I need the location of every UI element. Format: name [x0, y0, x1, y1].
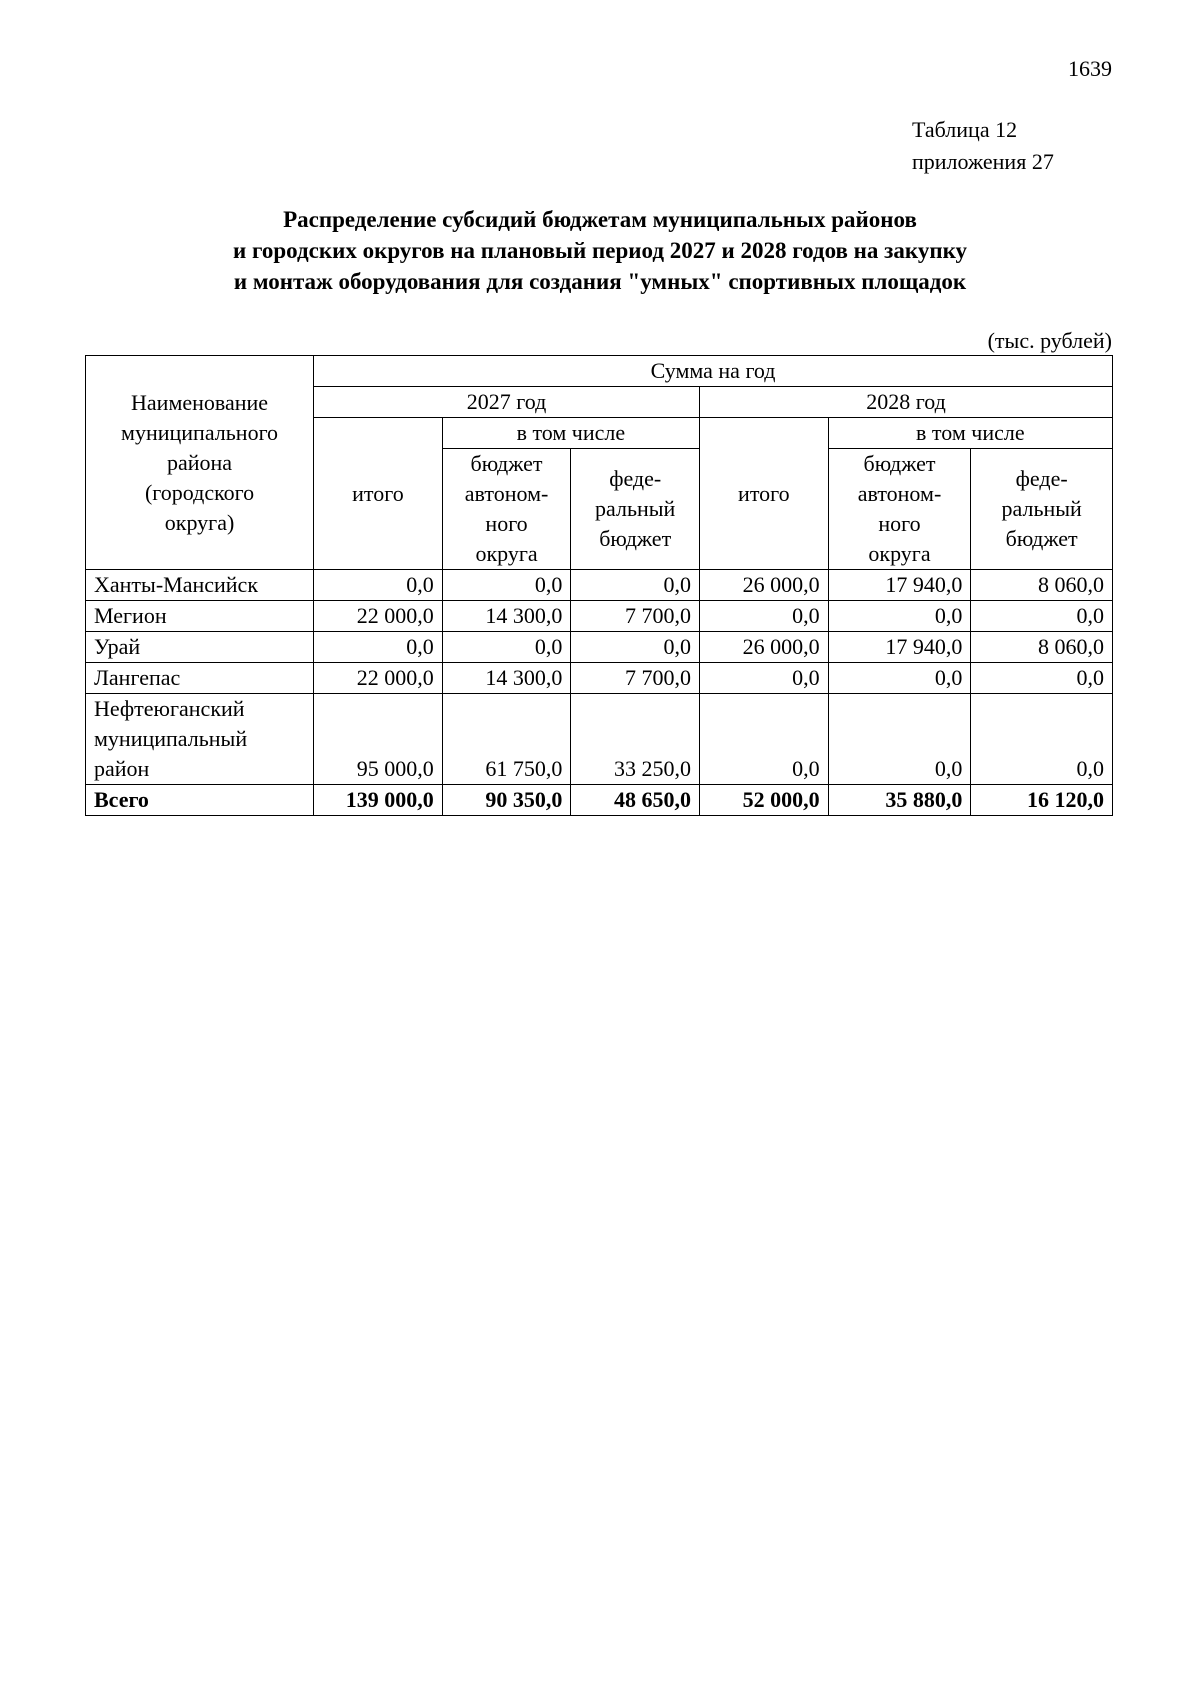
document-title-line-1: Распределение субсидий бюджетам муниципальных районов — [283, 207, 917, 232]
header-municipality-name: Наименование муниципального района (городского округа) — [86, 356, 314, 570]
total-2028-federal-budget: 16 120,0 — [971, 785, 1113, 816]
cell-2027-okrug-budget: 14 300,0 — [442, 663, 571, 694]
row-name: Ханты-Мансийск — [86, 570, 314, 601]
cell-2027-okrug-budget: 0,0 — [442, 632, 571, 663]
row-name: Лангепас — [86, 663, 314, 694]
cell-2027-federal-budget: 33 250,0 — [571, 694, 700, 785]
subsidy-table — [85, 355, 1113, 816]
table-row — [86, 601, 1113, 632]
header-sum-per-year: Сумма на год — [314, 356, 1113, 387]
document-title — [100, 204, 1100, 297]
document-title-line-2: и городских округов на плановый период 2027 и 2028 годов на закупку — [232, 238, 968, 263]
cell-2027-federal-budget: 7 700,0 — [571, 601, 700, 632]
cell-2027-okrug-budget: 61 750,0 — [442, 694, 571, 785]
cell-2027-total: 0,0 — [314, 570, 443, 601]
cell-2027-total: 0,0 — [314, 632, 443, 663]
page-number: 1639 — [1068, 56, 1112, 81]
row-name: Мегион — [86, 601, 314, 632]
header-year-2028: 2028 год — [700, 387, 1113, 418]
header-2028-federal-budget: феде- ральный бюджет — [971, 449, 1113, 570]
total-2027-okrug-budget: 90 350,0 — [442, 785, 571, 816]
total-2028-total: 52 000,0 — [700, 785, 829, 816]
header-2028-total: итого — [700, 418, 829, 570]
header-2028-okrug-budget: бюджет автоном- ного округа — [828, 449, 971, 570]
total-2028-okrug-budget: 35 880,0 — [828, 785, 971, 816]
cell-2027-total: 22 000,0 — [314, 601, 443, 632]
cell-2027-federal-budget: 0,0 — [571, 632, 700, 663]
cell-2028-total: 0,0 — [700, 601, 829, 632]
table-row — [86, 570, 1113, 601]
cell-2028-federal-budget: 8 060,0 — [971, 570, 1113, 601]
row-name: Нефтеюганский муниципальный район — [86, 694, 314, 785]
header-2027-total: итого — [314, 418, 443, 570]
table-row — [86, 694, 1113, 785]
cell-2028-total: 26 000,0 — [700, 632, 829, 663]
cell-2028-okrug-budget: 17 940,0 — [828, 632, 971, 663]
table-row — [86, 632, 1113, 663]
cell-2028-okrug-budget: 0,0 — [828, 663, 971, 694]
header-year-2027: 2027 год — [314, 387, 700, 418]
total-row — [86, 785, 1113, 816]
cell-2028-okrug-budget: 0,0 — [828, 694, 971, 785]
row-name: Урай — [86, 632, 314, 663]
cell-2028-total: 0,0 — [700, 663, 829, 694]
total-row-label: Всего — [86, 785, 314, 816]
cell-2027-total: 95 000,0 — [314, 694, 443, 785]
header-2027-including: в том числе — [442, 418, 699, 449]
header-2028-including: в том числе — [828, 418, 1112, 449]
table-row — [86, 663, 1113, 694]
cell-2027-okrug-budget: 14 300,0 — [442, 601, 571, 632]
total-2027-total: 139 000,0 — [314, 785, 443, 816]
cell-2028-total: 26 000,0 — [700, 570, 829, 601]
cell-2028-okrug-budget: 17 940,0 — [828, 570, 971, 601]
header-2027-federal-budget: феде- ральный бюджет — [571, 449, 700, 570]
cell-2027-okrug-budget: 0,0 — [442, 570, 571, 601]
table-reference-line-1: Таблица 12 — [912, 117, 1018, 142]
document-title-line-3: и монтаж оборудования для создания "умных" спортивных площадок — [233, 269, 967, 294]
cell-2028-federal-budget: 0,0 — [971, 601, 1113, 632]
cell-2027-federal-budget: 7 700,0 — [571, 663, 700, 694]
table-reference-line-2: приложения 27 — [912, 149, 1054, 174]
cell-2028-federal-budget: 8 060,0 — [971, 632, 1113, 663]
cell-2027-federal-budget: 0,0 — [571, 570, 700, 601]
cell-2028-okrug-budget: 0,0 — [828, 601, 971, 632]
cell-2028-federal-budget: 0,0 — [971, 694, 1113, 785]
cell-2028-federal-budget: 0,0 — [971, 663, 1113, 694]
header-2027-okrug-budget: бюджет автоном- ного округа — [442, 449, 571, 570]
cell-2027-total: 22 000,0 — [314, 663, 443, 694]
cell-2028-total: 0,0 — [700, 694, 829, 785]
units-note: (тыс. рублей) — [987, 328, 1112, 353]
total-2027-federal-budget: 48 650,0 — [571, 785, 700, 816]
table-reference — [912, 114, 1112, 178]
